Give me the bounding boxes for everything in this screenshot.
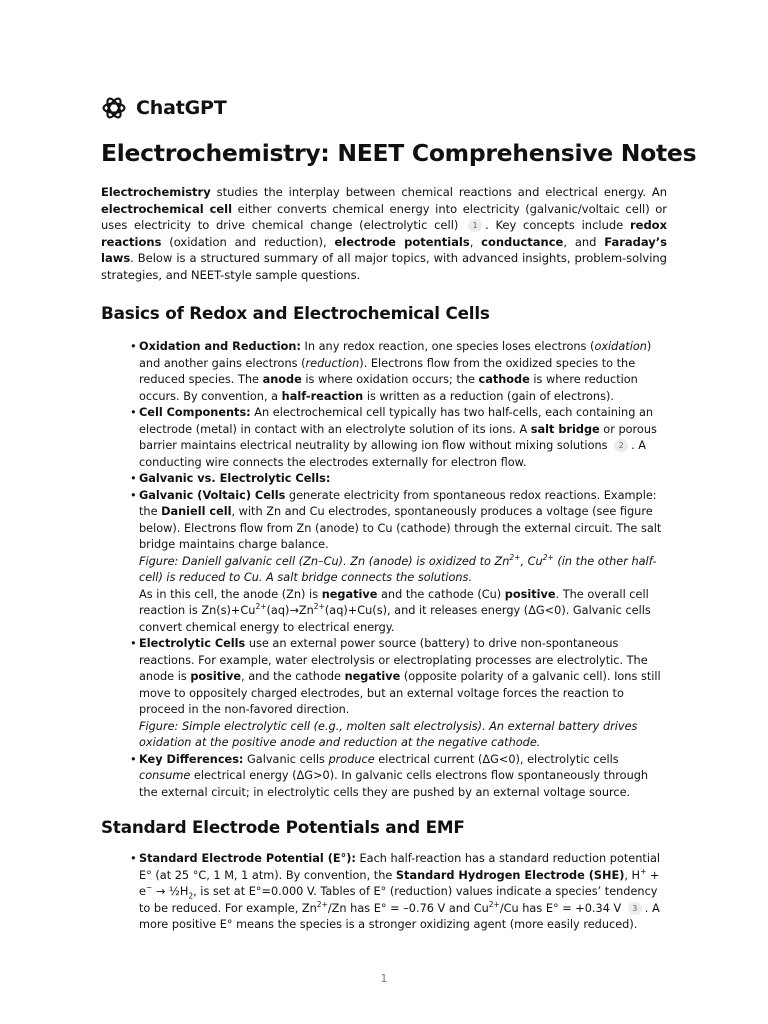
list-item: • Key Differences: Galvanic cells produce electrical current (ΔG<0), electrolytic cells consume electrical energy (ΔG>0). In galvanic cells electrons flow spontaneously through the external circuit; in electrolytic cells they are pushed by an external voltage source.: [139, 752, 669, 802]
list-item: • Oxidation and Reduction: In any redox reaction, one species loses electrons (oxidation) and another gains electrons (reduction). Electrons flow from the oxidized species to the reduced species. The anode is where oxidation occurs; the cathode is where reduction occurs. By convention, a half-reaction is written as a reduction (gain of electrons).: [139, 339, 669, 405]
citation-badge[interactable]: 1: [468, 219, 482, 232]
list-item: • Galvanic (Voltaic) Cells generate electricity from spontaneous redox reactions. Example: the Daniell cell, with Zn and Cu electrodes, spontaneously produces a voltage (see figure below). Electrons flow from Zn (anode) to Cu (cathode) through the external circuit. The salt bridge maintains charge balance. Figure: Daniell galvanic cell (Zn–Cu). Zn (anode) is oxidized to $Zn^{2+}$, $Cu^{2+}$ (in the other half-cell) is reduced to Cu. A salt bridge connects the solutions. As in this cell, the anode (Zn) is negative and the cathode (Cu) positive. The overall cell reaction is $Zn(s)+Cu^{2+}(aq)\to Zn^{2+}(aq)+Cu(s)$, and it releases energy (ΔG<0). Galvanic cells convert chemical energy to electrical energy.: [139, 488, 669, 637]
intro-paragraph: Electrochemistry studies the interplay between chemical reactions and electrical energy. An electrochemical cell either converts chemical energy into electricity (galvanic/voltaic cell) or uses electricity to drive chemical change (electrolytic cell) 1 . Key concepts include redox reactions (oxidation and reduction), electrode potentials, conductance, and Faraday’s laws. Below is a structured summary of all major topics, with advanced insights, problem-solving strategies, and NEET-style sample questions.: [101, 185, 667, 282]
brand-header: [101, 95, 226, 121]
citation-badge[interactable]: 2: [614, 439, 628, 452]
brand-name: ChatGPT: [136, 97, 227, 119]
list-item: • Electrolytic Cells use an external power source (battery) to drive non-spontaneous reactions. For example, water electrolysis or electroplating processes are electrolytic. The anode is positive, and the cathode negative (opposite polarity of a galvanic cell). Ions still move to oppositely charged electrodes, but an external voltage forces the reaction to proceed in the non-favored direction. Figure: Simple electrolytic cell (e.g., molten salt electrolysis). An external battery drives oxidation at the positive anode and reduction at the negative cathode.: [139, 636, 669, 752]
citation-badge[interactable]: 3: [628, 902, 642, 915]
section-heading-redox: Basics of Redox and Electrochemical Cells: [101, 303, 490, 323]
page-title: Electrochemistry: NEET Comprehensive Notes: [101, 139, 697, 167]
list-item: • Standard Electrode Potential (E°): Each half-reaction has a standard reduction potential E° (at 25 °C, 1 M, 1 atm). By convention, the Standard Hydrogen Electrode (SHE), $H^+ + e^- \to \frac{1}{2}H_2$, is set at E°=0.000 V. Tables of E° (reduction) values indicate a species’ tendency to be reduced. For example, $Zn^{2+}/Zn$ has E° = –0.76 V and $Cu^{2+}/Cu$ has E° = +0.34 V 3 . A more positive E° means the species is a stronger oxidizing agent (more easily reduced).: [139, 851, 669, 934]
page-number: 1: [380, 973, 388, 985]
openai-knot-icon: [101, 95, 127, 121]
redox-bullet-list: [139, 339, 669, 801]
figure-caption-electrolytic: Figure: Simple electrolytic cell (e.g., molten salt electrolysis). An external battery drives oxidation at the positive anode and reduction at the negative cathode.: [139, 719, 638, 749]
galvanic-continuation: As in this cell, the anode (Zn) is negative and the cathode (Cu) positive. The overall cell reaction is $Zn(s)+Cu^{2+}(aq)\to Zn^{2+}(aq)+Cu(s)$, and it releases energy (ΔG<0). Galvanic cells convert chemical energy to electrical energy.: [139, 587, 651, 634]
emf-bullet-list: [139, 851, 669, 934]
figure-caption-galvanic: Figure: Daniell galvanic cell (Zn–Cu). Zn (anode) is oxidized to $Zn^{2+}$, $Cu^{2+}$ (in the other half-cell) is reduced to Cu. A salt bridge connects the solutions.: [139, 552, 657, 584]
list-item: • Cell Components: An electrochemical cell typically has two half-cells, each containing an electrode (metal) in contact with an electrolyte solution of its ions. A salt bridge or porous barrier maintains electrical neutrality by allowing ion flow without mixing solutions 2 . A conducting wire connects the electrodes externally for electron flow.: [139, 405, 669, 471]
list-item: • Galvanic vs. Electrolytic Cells:: [139, 471, 669, 488]
section-heading-emf: Standard Electrode Potentials and EMF: [101, 817, 465, 837]
